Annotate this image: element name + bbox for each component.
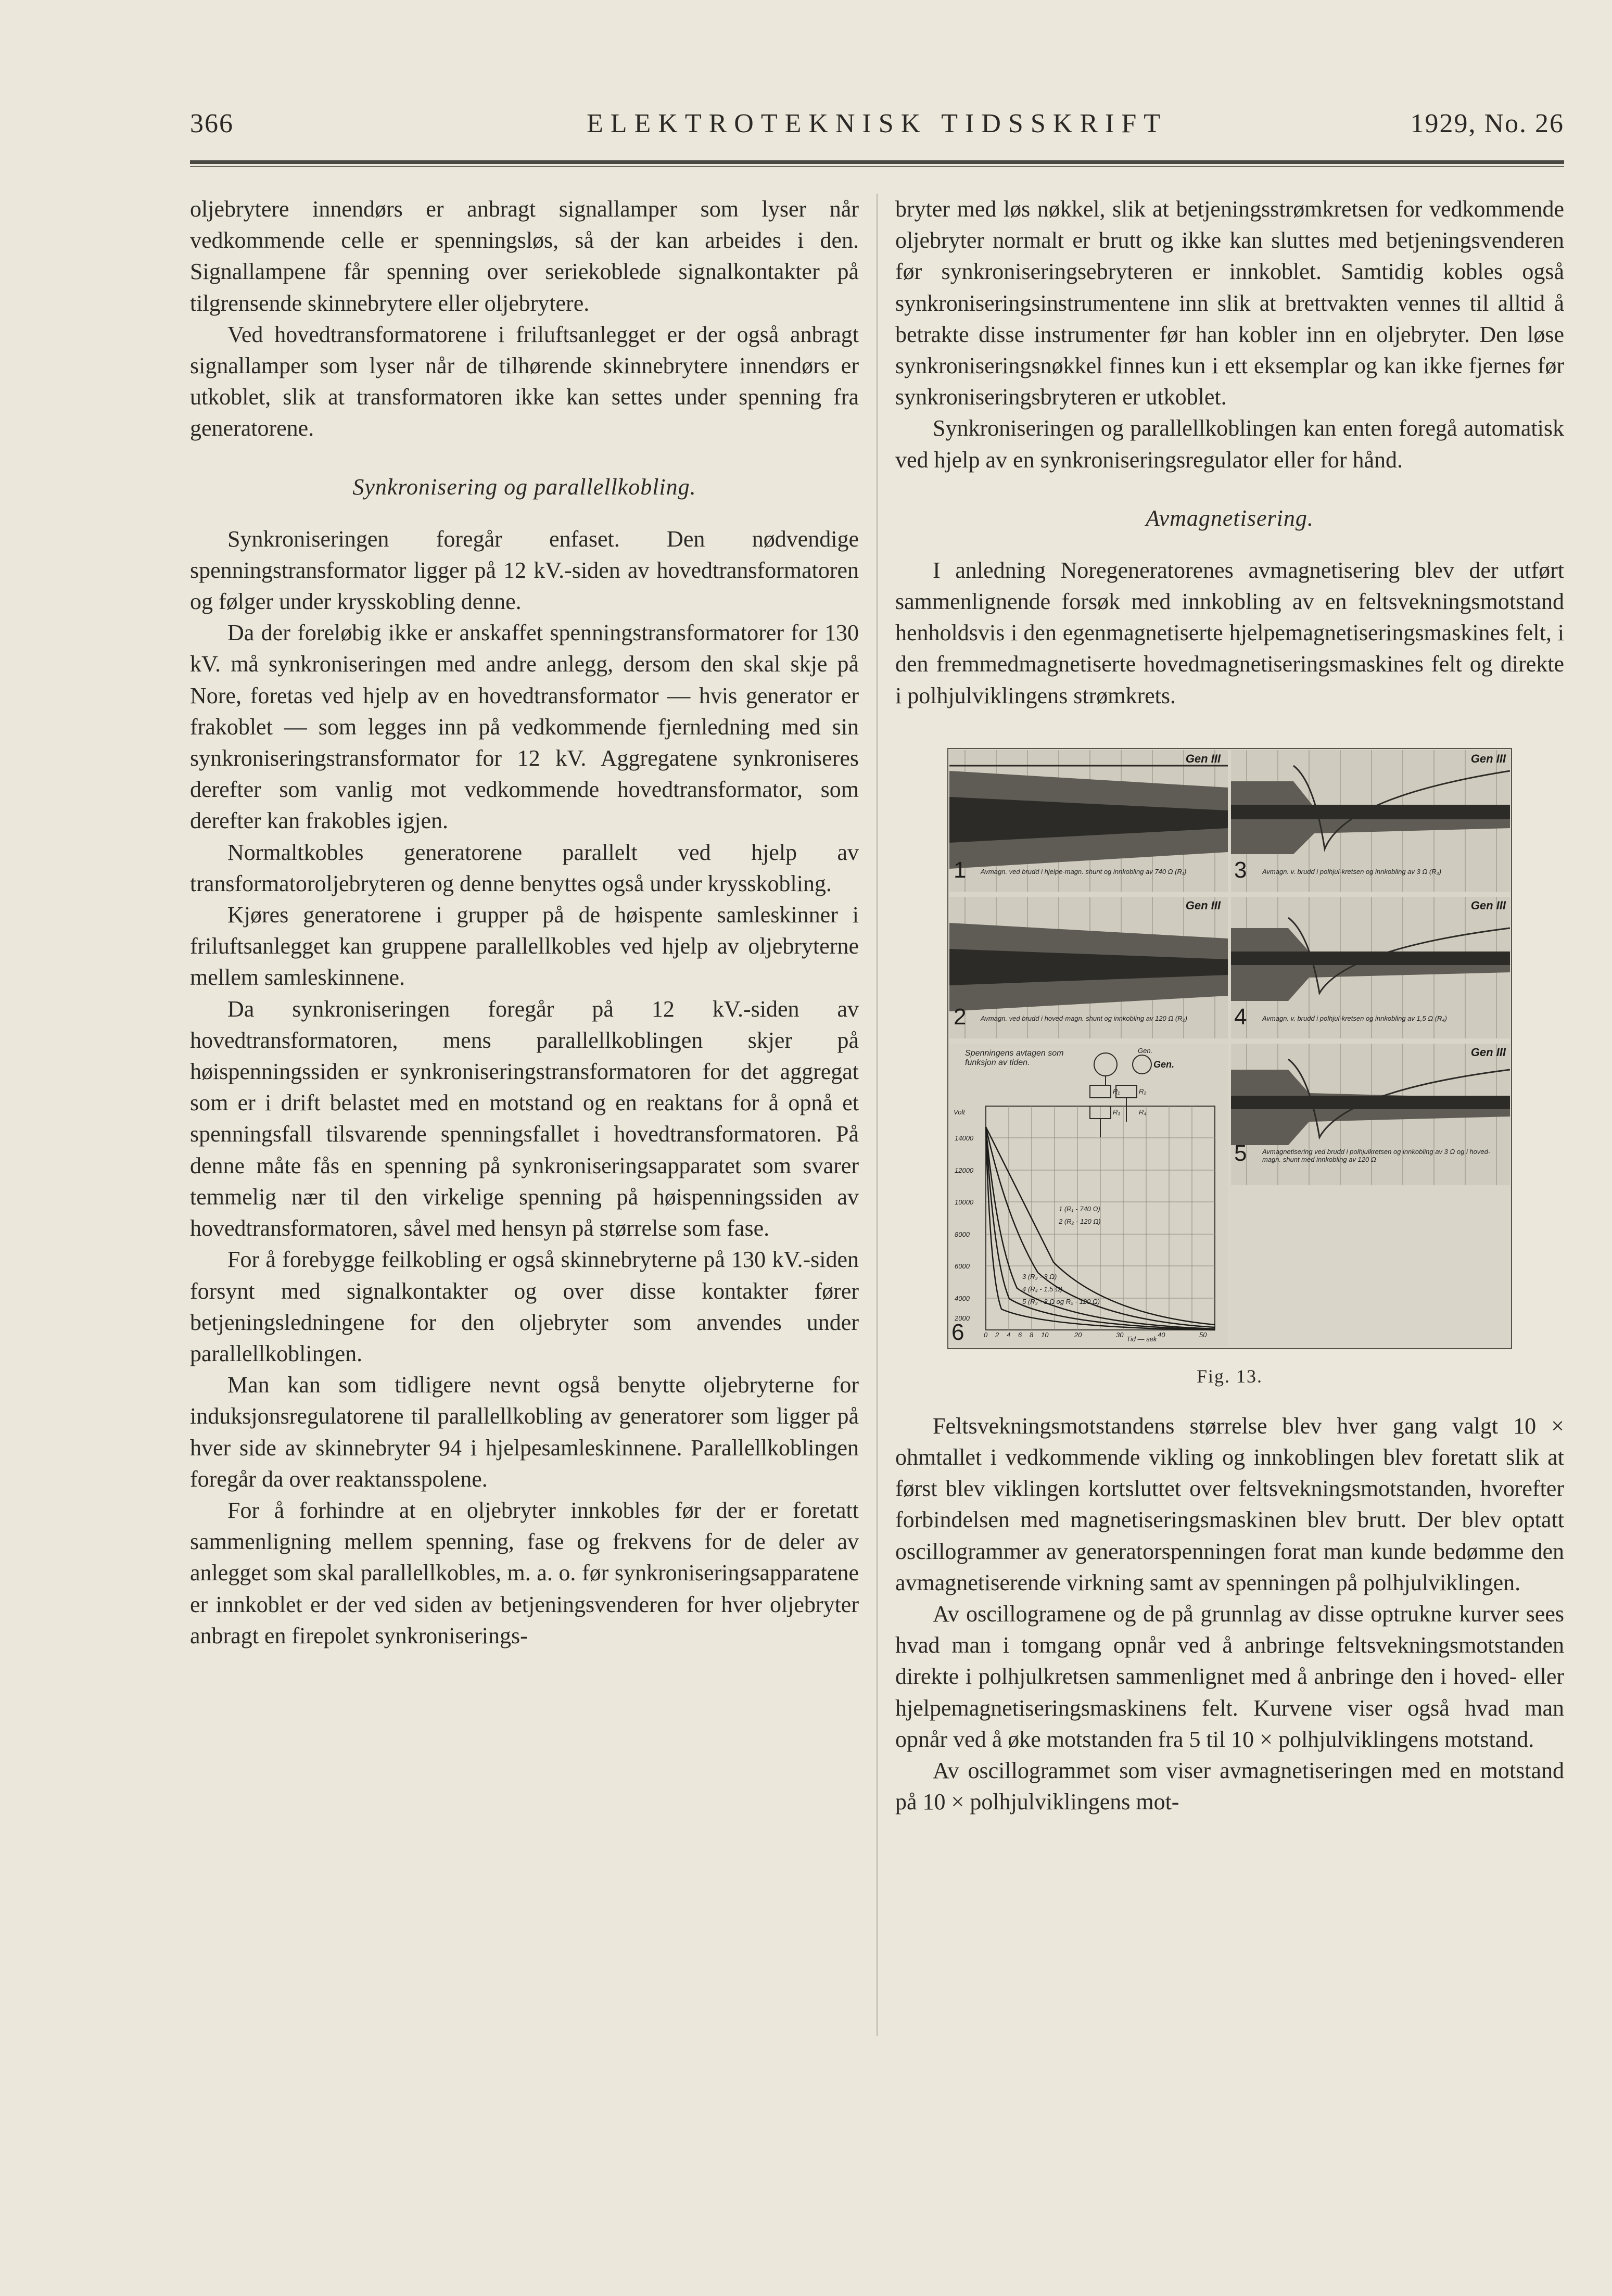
oscillogram-panel-4 xyxy=(1231,897,1510,1038)
y-tick: 4000 xyxy=(955,1294,970,1302)
paragraph: Av oscillogrammet som viser avmagnetiseringen med en motstand på 10 × polhjulviklingens mot- xyxy=(895,1758,1564,1815)
paragraph: For å forhindre at en oljebryter innkobles før der er foretatt sammenligning mellem spenning, fase og frekvens for de deler av anlegget som skal parallellkobles, m. a. o. før synkroniseringsapparatene er innkoblet er der ved siden av betjeningsvenderen for hver oljebryter anbragt en firepolet synkroniserings- xyxy=(190,1497,859,1648)
gen-label-6: Gen. xyxy=(1153,1059,1175,1070)
panel-number-1: 1 xyxy=(954,857,967,883)
paragraph: bryter med løs nøkkel, slik at betjeningsstrømkretsen for vedkommende oljebryter normalt er brutt og ikke kan sluttes med betjeningsvenderen før synkroniseringsebryteren er innkoblet. Samtidig kobles også synkroniseringsinstrumentene inn slik at brettvakten vennes til alltid å betrakte disse instrumenter før han kobler inn en oljebryter. Den løse synkroniseringsnøkkel finnes kun i ett eksemplar og kan ikke fjernes før synkroniseringsbryteren er utkoblet. xyxy=(895,196,1564,410)
paragraph: Ved hovedtransformatorene i friluftsanlegget er der også anbragt signallamper som lyser når de tilhørende skinnebrytere innendørs er utkoblet, slik at transformatoren ikke kan settes under spenning fra generatorene. xyxy=(190,321,859,441)
x-tick: 6 xyxy=(1018,1330,1022,1339)
journal-title: ELEKTROTEKNISK TIDSSKRIFT xyxy=(586,109,1168,138)
left-column xyxy=(190,194,859,1652)
x-tick: 0 xyxy=(984,1330,988,1339)
x-tick: 2 xyxy=(995,1330,999,1339)
panel-note-2: Avmagn. ved brudd i hoved-magn. shunt og innkobling av 120 Ω (R₂) xyxy=(981,1014,1187,1022)
figure-caption: Fig. 13. xyxy=(1196,1365,1263,1387)
curve-label-4: 4 (R₄ - 1,5 Ω) xyxy=(1022,1285,1063,1293)
curve-panel-6 xyxy=(949,1044,1228,1347)
running-head xyxy=(190,104,1564,146)
paragraph: For å forebygge feilkobling er også skinnebryterne på 130 kV.-siden forsynt med signalkontakter og over disse kontakter fører betjeningsledningene for den oljebryter som anvendes under parallellkoblingen. xyxy=(190,1247,859,1366)
panel-number-4: 4 xyxy=(1234,1004,1247,1030)
header-rule-thin xyxy=(190,166,1564,167)
paragraph: I anledning Noregeneratorenes avmagnetisering blev der utført sammenlignende forsøk med innkobling av en feltsvekningsmotstand henholdsvis i den egenmagnetiserte hjelpemagnetiseringsmaskines felt, i den fremmedmagnetiserte hovedmagnetiseringsmaskines felt og direkte i polhjulviklingens strømkrets. xyxy=(895,557,1564,708)
paragraph: Av oscillogramene og de på grunnlag av disse optrukne kurver sees hvad man i tomgang opnår ved å anbringe feltsvekningsmotstanden direkte i polhjulkretsen sammenlignet med å anbringe den i hoved- eller hjelpemagnetiseringsmaskinens felt. Kurvene viser også hvad man opnår ved å øke motstanden fra 5 til 10 × polhjulviklingens motstand. xyxy=(895,1601,1564,1752)
x-tick: 40 xyxy=(1158,1330,1165,1339)
oscillogram-5 xyxy=(1231,1044,1510,1185)
panel-number-6: 6 xyxy=(951,1319,964,1345)
paragraph: Da synkroniseringen foregår på 12 kV.-siden av hovedtransformatoren, mens parallellkoblingen skjer på høispenningssiden er synkroniseringstransformatoren for det aggregat som er i drift belastet med en motstand og en reaktans for å opnå et spenningsfall tilsvarende spenningsfallet i hovedtransformatoren. På denne måte fås en spenning på synkroniseringsapparatet som svarer temmelig nær til den virkelige spenning på høispenningssiden av hovedtransformatoren, såvel med hensyn på størrelse som fase. xyxy=(190,996,859,1241)
header-rule-thick xyxy=(190,160,1564,164)
panel-number-5: 5 xyxy=(1234,1140,1247,1166)
y-tick: 14000 xyxy=(955,1134,974,1142)
gen-label-5: Gen III xyxy=(1470,1045,1506,1059)
y-tick: 10000 xyxy=(955,1198,974,1206)
paragraph: Da der foreløbig ikke er anskaffet spenningstransformatorer for 130 kV. må synkroniseringen med andre anlegg, dersom den skal skje på Nore, foretas ved hjelp av en hovedtransformator — hvis generator er frakoblet — som legges inn på vedkommende fjernledning med sin synkroniseringstransformator for 12 kV. Aggregatene synkroniseres derefter som vanlig mot vedkommende hovedtransformator, som derefter kan frakobles igjen. xyxy=(190,620,859,834)
oscillogram-panel-2 xyxy=(949,897,1228,1038)
issue-number: 1929, No. 26 xyxy=(1410,109,1564,138)
right-column xyxy=(895,194,1564,1818)
oscillogram-panel-5 xyxy=(1231,1044,1510,1185)
curve-label-3: 3 (R₃ - 3 Ω) xyxy=(1022,1272,1057,1280)
schematic-label-gen: Gen. xyxy=(1138,1046,1153,1055)
schematic-label-r1: R₁ xyxy=(1113,1087,1120,1095)
y-tick: 8000 xyxy=(955,1230,970,1238)
x-tick: 4 xyxy=(1007,1330,1011,1339)
gen-label-3: Gen III xyxy=(1470,752,1506,765)
curve-label-5: 5 (R₃ - 3 Ω og R₂ - 120 Ω) xyxy=(1022,1297,1100,1305)
section-heading: Synkronisering og parallellkobling. xyxy=(352,474,696,500)
paragraph: oljebrytere innendørs er anbragt signallamper som lyser når vedkommende celle er spenningsløs, så der kan arbeides i den. Signallampene får spenning over seriekoblede signalkontakter på tilgrensende skinnebrytere eller oljebrytere. xyxy=(190,196,859,316)
y-tick: 12000 xyxy=(955,1166,974,1174)
figure-13 xyxy=(947,748,1512,1349)
x-tick: 8 xyxy=(1030,1330,1034,1339)
chart-xlabel: Tid — sek xyxy=(1126,1335,1157,1343)
schematic-label-r3: R₃ xyxy=(1113,1108,1121,1116)
panel-note-6: Spenningens avtagen som funksjon av tiden. xyxy=(965,1048,1064,1067)
paragraph: Normaltkobles generatorene parallelt ved hjelp av transformatoroljebryteren og denne benyttes også under krysskobling. xyxy=(190,839,859,896)
chart-ylabel: Volt xyxy=(954,1108,965,1116)
oscillogram-panel-3 xyxy=(1231,750,1510,892)
gen-label-2: Gen III xyxy=(1185,898,1221,912)
curve-label-2: 2 (R₂ - 120 Ω) xyxy=(1059,1217,1101,1225)
section-heading: Avmagnetisering. xyxy=(1146,505,1314,531)
panel-number-3: 3 xyxy=(1234,857,1247,883)
schematic-label-r4: R₄ xyxy=(1139,1108,1147,1116)
panel-number-2: 2 xyxy=(954,1004,967,1030)
gen-label-4: Gen III xyxy=(1470,898,1506,912)
panel-note-3: Avmagn. v. brudd i polhjul-kretsen og innkobling av 3 Ω (R₃) xyxy=(1262,867,1442,876)
y-tick: 2000 xyxy=(955,1314,970,1322)
paragraph: Synkroniseringen og parallellkoblingen kan enten foregå automatisk ved hjelp av en synkroniseringsregulator eller for hånd. xyxy=(895,415,1564,473)
panel-note-1: Avmagn. ved brudd i hjelpe-magn. shunt og innkobling av 740 Ω (R₁) xyxy=(981,867,1187,876)
y-tick: 6000 xyxy=(955,1262,970,1270)
panel-note-4: Avmagn. v. brudd i polhjul-kretsen og innkobling av 1,5 Ω (R₄) xyxy=(1262,1014,1447,1022)
curve-label-1: 1 (R₁ - 740 Ω) xyxy=(1059,1204,1100,1213)
panel-note-5: Avmagnetisering ved brudd i polhjulkretsen og innkobling av 3 Ω og i hoved-magn. shunt med innkobling av 120 Ω xyxy=(1262,1147,1491,1163)
paragraph: Kjøres generatorene i grupper på de høispente samleskinner i friluftsanlegget kan gruppene parallellkobles ved hjelp av oljebryterne mellem samleskinnene. xyxy=(190,902,859,991)
gen-label-1: Gen III xyxy=(1185,752,1221,765)
paragraph: Synkroniseringen foregår enfaset. Den nødvendige spenningstransformator ligger på 12 kV.-siden av hovedtransformatoren og følger under krysskobling denne. xyxy=(190,526,859,615)
oscillogram-panel-1 xyxy=(949,750,1228,892)
paragraph: Feltsvekningsmotstandens størrelse blev hver gang valgt 10 × ohmtallet i vedkommende vikling og innkoblingen blev foretatt slik at først blev viklingen kortsluttet over feltsvekningsmotstanden, hvorefter forbindelsen med magnetiseringsmaskinen blev brutt. Der blev optatt oscillogrammer av generatorspenningen forat man kunde bedømme den avmagnetiserende virkning samt av spenningen på polhjulviklingen. xyxy=(895,1413,1564,1595)
x-tick: 20 xyxy=(1074,1330,1082,1339)
x-tick: 30 xyxy=(1116,1330,1124,1339)
x-tick: 50 xyxy=(1199,1330,1207,1339)
page-number: 366 xyxy=(190,109,234,138)
x-tick: 10 xyxy=(1041,1330,1049,1339)
paragraph: Man kan som tidligere nevnt også benytte oljebryterne for induksjonsregulatorene til parallellkobling av generatorer som ligger på hver side av skinnebryter 94 i hjelpesamleskinnene. Parallellkoblingen foregår da over reaktansspolene. xyxy=(190,1372,859,1492)
column-divider xyxy=(877,194,878,2036)
schematic-label-r2: R₂ xyxy=(1139,1087,1147,1095)
